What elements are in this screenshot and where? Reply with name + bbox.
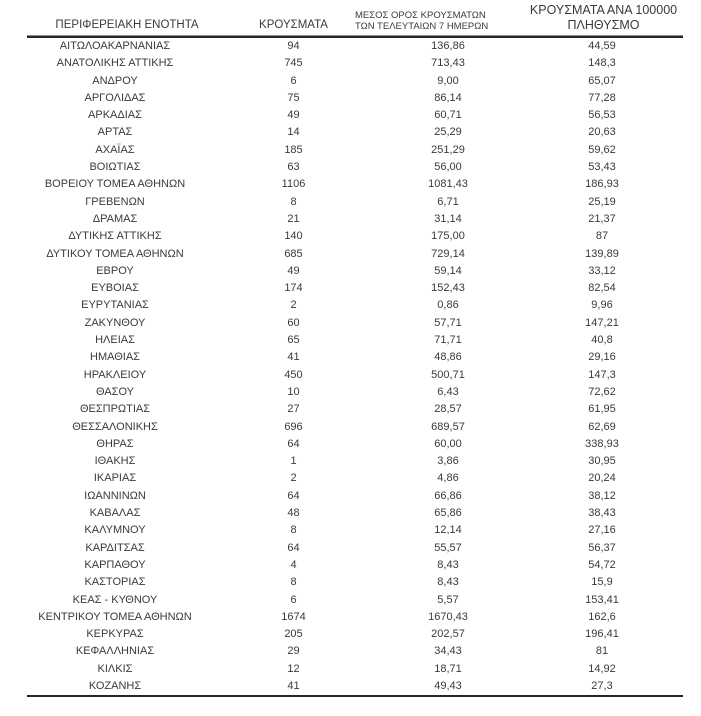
per100k-value: 162,6 xyxy=(588,610,616,623)
region-name: ΙΚΑΡΙΑΣ xyxy=(93,472,137,485)
table-row xyxy=(27,661,683,678)
region-name: ΒΟΙΩΤΙΑΣ xyxy=(89,161,141,174)
table-row xyxy=(27,470,683,487)
table-row xyxy=(27,574,683,591)
avg7-value: 60,71 xyxy=(434,109,462,122)
avg7-value: 9,00 xyxy=(437,74,459,87)
avg7-value: 48,86 xyxy=(434,351,462,364)
per100k-value: 62,69 xyxy=(588,420,616,433)
avg7-value: 8,43 xyxy=(437,558,459,571)
table-row xyxy=(27,488,683,505)
header-row xyxy=(27,3,683,36)
table-row xyxy=(27,55,683,72)
avg7-value: 5,57 xyxy=(437,593,459,606)
per100k-value: 186,93 xyxy=(585,178,619,191)
avg7-value: 6,71 xyxy=(437,195,459,208)
cases-value: 1106 xyxy=(281,178,306,191)
region-name: ΗΛΕΙΑΣ xyxy=(95,334,135,347)
avg7-value: 689,57 xyxy=(431,420,465,433)
table-row xyxy=(27,263,683,280)
cases-value: 696 xyxy=(284,420,303,433)
table-row xyxy=(27,73,683,90)
avg7-value: 49,43 xyxy=(384,678,512,697)
avg7-value: 57,71 xyxy=(434,316,462,329)
per100k-value: 56,37 xyxy=(588,541,616,554)
per100k-value: 59,62 xyxy=(588,143,616,156)
table-row xyxy=(27,280,683,297)
region-name: ΔΥΤΙΚΟΥ ΤΟΜΕΑ ΑΘΗΝΩΝ xyxy=(46,247,184,260)
region-name: ΚΑΒΑΛΑΣ xyxy=(89,507,141,520)
avg7-value: 729,14 xyxy=(431,247,465,260)
cases-value: 745 xyxy=(284,57,303,70)
table-row xyxy=(27,107,683,124)
header-region-label: ΠΕΡΙΦΕΡΕΙΑΚΗ ΕΝΟΤΗΤΑ xyxy=(55,19,199,31)
avg7-value: 152,43 xyxy=(431,282,465,295)
avg7-value: 34,43 xyxy=(434,645,462,658)
table-row xyxy=(27,228,683,245)
avg7-value: 175,00 xyxy=(431,230,465,243)
per100k-value: 139,89 xyxy=(585,247,619,260)
table-row xyxy=(27,609,683,626)
table-header xyxy=(27,3,683,36)
per100k-value: 61,95 xyxy=(588,403,616,416)
avg7-value: 59,14 xyxy=(434,264,462,277)
header-avg7-line2: ΤΩΝ ΤΕΛΕΥΤΑΙΩΝ 7 ΗΜΕΡΩΝ xyxy=(355,21,489,32)
per100k-value: 44,59 xyxy=(512,36,683,55)
cases-value: 27 xyxy=(287,403,300,416)
header-avg7 xyxy=(355,3,512,36)
per100k-value: 196,41 xyxy=(585,628,619,641)
region-name: ΚΕΦΑΛΛΗΝΙΑΣ xyxy=(75,645,155,658)
cases-value: 41 xyxy=(203,678,384,697)
cases-value: 685 xyxy=(284,247,303,260)
table-row xyxy=(27,626,683,643)
cases-value: 10 xyxy=(287,385,300,398)
avg7-value: 136,86 xyxy=(384,36,512,55)
per100k-value: 38,43 xyxy=(588,507,616,520)
region-name: ΑΧΑΪΑΣ xyxy=(95,143,135,156)
avg7-value: 25,29 xyxy=(434,126,462,139)
cases-value: 140 xyxy=(284,230,303,243)
region-name: ΗΡΑΚΛΕΙΟΥ xyxy=(83,368,147,381)
table-row xyxy=(27,315,683,332)
avg7-value: 12,14 xyxy=(434,524,462,537)
region-name: ΘΕΣΠΡΩΤΙΑΣ xyxy=(79,403,151,416)
table-row xyxy=(27,297,683,314)
per100k-value: 38,12 xyxy=(588,489,616,502)
table-row xyxy=(27,384,683,401)
header-region xyxy=(27,3,203,36)
per100k-value: 82,54 xyxy=(588,282,616,295)
table-row xyxy=(27,159,683,176)
table-row xyxy=(27,557,683,574)
cases-value: 4 xyxy=(290,558,297,571)
table-row xyxy=(27,211,683,228)
table-row xyxy=(27,453,683,470)
region-name: ΘΕΣΣΑΛΟΝΙΚΗΣ xyxy=(72,420,158,433)
cases-value: 185 xyxy=(284,143,303,156)
per100k-value: 54,72 xyxy=(588,558,616,571)
per100k-value: 147,3 xyxy=(588,368,616,381)
per100k-value: 9,96 xyxy=(591,299,613,312)
per100k-value: 56,53 xyxy=(588,109,616,122)
region-name: ΑΝΑΤΟΛΙΚΗΣ ΑΤΤΙΚΗΣ xyxy=(56,57,174,70)
table-row xyxy=(27,349,683,366)
table-row xyxy=(27,142,683,159)
region-name: ΗΜΑΘΙΑΣ xyxy=(90,351,140,364)
per100k-value: 21,37 xyxy=(588,212,616,225)
header-per100k-line1: ΚΡΟΥΣΜΑΤΑ ΑΝΑ 100000 xyxy=(529,3,678,17)
table-row xyxy=(27,246,683,263)
avg7-value: 1081,43 xyxy=(428,178,468,191)
region-name: ΕΥΒΟΙΑΣ xyxy=(91,282,139,295)
region-name: ΑΡΓΟΛΙΔΑΣ xyxy=(84,91,146,104)
avg7-value: 66,86 xyxy=(434,489,462,502)
per100k-value: 40,8 xyxy=(591,334,613,347)
cases-value: 8 xyxy=(290,195,297,208)
table-row xyxy=(27,505,683,522)
region-name: ΑΙΤΩΛΟΑΚΑΡΝΑΝΙΑΣ xyxy=(27,36,203,55)
cases-value: 75 xyxy=(287,91,300,104)
avg7-value: 202,57 xyxy=(431,628,465,641)
region-name: ΚΑΛΥΜΝΟΥ xyxy=(84,524,146,537)
per100k-value: 147,21 xyxy=(585,316,619,329)
cases-value: 450 xyxy=(284,368,303,381)
per100k-value: 29,16 xyxy=(588,351,616,364)
avg7-value: 60,00 xyxy=(434,437,462,450)
cases-value: 2 xyxy=(290,472,297,485)
region-name: ΚΟΖΑΝΗΣ xyxy=(27,678,203,697)
region-name: ΖΑΚΥΝΘΟΥ xyxy=(84,316,146,329)
cases-value: 41 xyxy=(287,351,300,364)
per100k-value: 65,07 xyxy=(588,74,616,87)
table-row xyxy=(27,643,683,660)
per100k-value: 338,93 xyxy=(585,437,619,450)
avg7-value: 55,57 xyxy=(434,541,462,554)
cases-value: 64 xyxy=(287,541,300,554)
cases-value: 1674 xyxy=(281,610,306,623)
table-row xyxy=(27,194,683,211)
cases-value: 94 xyxy=(203,36,384,55)
per100k-value: 72,62 xyxy=(588,385,616,398)
avg7-value: 71,71 xyxy=(434,334,462,347)
cases-value: 29 xyxy=(287,645,300,658)
per100k-value: 77,28 xyxy=(588,91,616,104)
region-name: ΑΝΔΡΟΥ xyxy=(92,74,138,87)
cases-value: 205 xyxy=(284,628,303,641)
region-name: ΚΑΡΔΙΤΣΑΣ xyxy=(85,541,145,554)
per100k-value: 81 xyxy=(595,645,609,658)
cases-value: 12 xyxy=(287,662,300,675)
region-name: ΚΕΑΣ - ΚΥΘΝΟΥ xyxy=(72,593,158,606)
cases-value: 48 xyxy=(287,507,300,520)
region-name: ΑΡΤΑΣ xyxy=(97,126,133,139)
cases-value: 60 xyxy=(287,316,300,329)
header-cases-label: ΚΡΟΥΣΜΑΤΑ xyxy=(259,19,328,31)
table-row xyxy=(27,124,683,141)
region-name: ΚΑΣΤΟΡΙΑΣ xyxy=(84,576,146,589)
region-name: ΚΑΡΠΑΘΟΥ xyxy=(84,558,146,571)
region-name: ΘΗΡΑΣ xyxy=(96,437,134,450)
avg7-value: 86,14 xyxy=(434,91,462,104)
avg7-value: 8,43 xyxy=(437,576,459,589)
cases-value: 65 xyxy=(287,334,300,347)
avg7-value: 6,43 xyxy=(437,385,459,398)
cases-value: 6 xyxy=(290,74,297,87)
per100k-value: 20,63 xyxy=(588,126,616,139)
region-name: ΚΙΛΚΙΣ xyxy=(97,662,133,675)
region-name: ΓΡΕΒΕΝΩΝ xyxy=(85,195,145,208)
avg7-value: 713,43 xyxy=(431,57,465,70)
cases-value: 8 xyxy=(290,576,297,589)
region-name: ΔΡΑΜΑΣ xyxy=(92,212,138,225)
avg7-value: 1670,43 xyxy=(428,610,468,623)
avg7-value: 18,71 xyxy=(434,662,462,675)
per100k-value: 14,92 xyxy=(588,662,616,675)
table-row xyxy=(27,540,683,557)
per100k-value: 33,12 xyxy=(588,264,616,277)
per100k-value: 27,16 xyxy=(588,524,616,537)
cases-value: 21 xyxy=(287,212,300,225)
per100k-value: 25,19 xyxy=(588,195,616,208)
region-name: ΚΕΝΤΡΙΚΟΥ ΤΟΜΕΑ ΑΘΗΝΩΝ xyxy=(38,610,192,623)
covid-cases-by-region-table xyxy=(27,3,683,697)
per100k-value: 30,95 xyxy=(588,455,616,468)
table-row xyxy=(27,436,683,453)
per100k-value: 148,3 xyxy=(588,57,616,70)
table-row xyxy=(27,36,683,55)
cases-value: 174 xyxy=(284,282,303,295)
per100k-value: 15,9 xyxy=(591,576,613,589)
cases-value: 64 xyxy=(287,489,300,502)
table-row xyxy=(27,678,683,697)
cases-value: 63 xyxy=(287,161,300,174)
table-row xyxy=(27,401,683,418)
header-per100k xyxy=(512,3,683,36)
table-body xyxy=(27,36,683,697)
avg7-value: 4,86 xyxy=(437,472,459,485)
cases-value: 2 xyxy=(290,299,297,312)
per100k-value: 87 xyxy=(595,230,609,243)
per100k-value: 27,3 xyxy=(512,678,683,697)
table-row xyxy=(27,176,683,193)
avg7-value: 65,86 xyxy=(434,507,462,520)
per100k-value: 20,24 xyxy=(588,472,616,485)
region-name: ΑΡΚΑΔΙΑΣ xyxy=(88,109,142,122)
table-row xyxy=(27,592,683,609)
region-name: ΚΕΡΚΥΡΑΣ xyxy=(86,628,144,641)
region-name: ΔΥΤΙΚΗΣ ΑΤΤΙΚΗΣ xyxy=(68,230,162,243)
avg7-value: 0,86 xyxy=(437,299,459,312)
per100k-value: 53,43 xyxy=(588,161,616,174)
table-row xyxy=(27,522,683,539)
avg7-value: 31,14 xyxy=(434,212,462,225)
avg7-value: 500,71 xyxy=(431,368,465,381)
table-row xyxy=(27,90,683,107)
region-name: ΙΘΑΚΗΣ xyxy=(94,455,136,468)
cases-value: 8 xyxy=(290,524,297,537)
cases-value: 49 xyxy=(287,264,300,277)
table-row xyxy=(27,419,683,436)
region-name: ΙΩΑΝΝΙΝΩΝ xyxy=(84,489,146,502)
cases-value: 6 xyxy=(290,593,297,606)
cases-value: 1 xyxy=(290,455,297,468)
avg7-value: 28,57 xyxy=(434,403,462,416)
table-row xyxy=(27,332,683,349)
avg7-value: 251,29 xyxy=(431,143,465,156)
per100k-value: 153,41 xyxy=(585,593,619,606)
cases-value: 49 xyxy=(287,109,300,122)
header-avg7-line1: ΜΕΣΟΣ ΟΡΟΣ ΚΡΟΥΣΜΑΤΩΝ xyxy=(355,10,486,21)
avg7-value: 3,86 xyxy=(437,455,459,468)
header-per100k-line2: ΠΛΗΘΥΣΜΟ xyxy=(567,17,640,32)
region-name: ΘΑΣΟΥ xyxy=(95,385,135,398)
avg7-value: 56,00 xyxy=(434,161,462,174)
region-name: ΒΟΡΕΙΟΥ ΤΟΜΕΑ ΑΘΗΝΩΝ xyxy=(44,178,186,191)
table-row xyxy=(27,367,683,384)
cases-value: 14 xyxy=(287,126,300,139)
cases-value: 64 xyxy=(287,437,300,450)
region-name: ΕΥΡΥΤΑΝΙΑΣ xyxy=(81,299,149,312)
region-name: ΕΒΡΟΥ xyxy=(96,264,134,277)
